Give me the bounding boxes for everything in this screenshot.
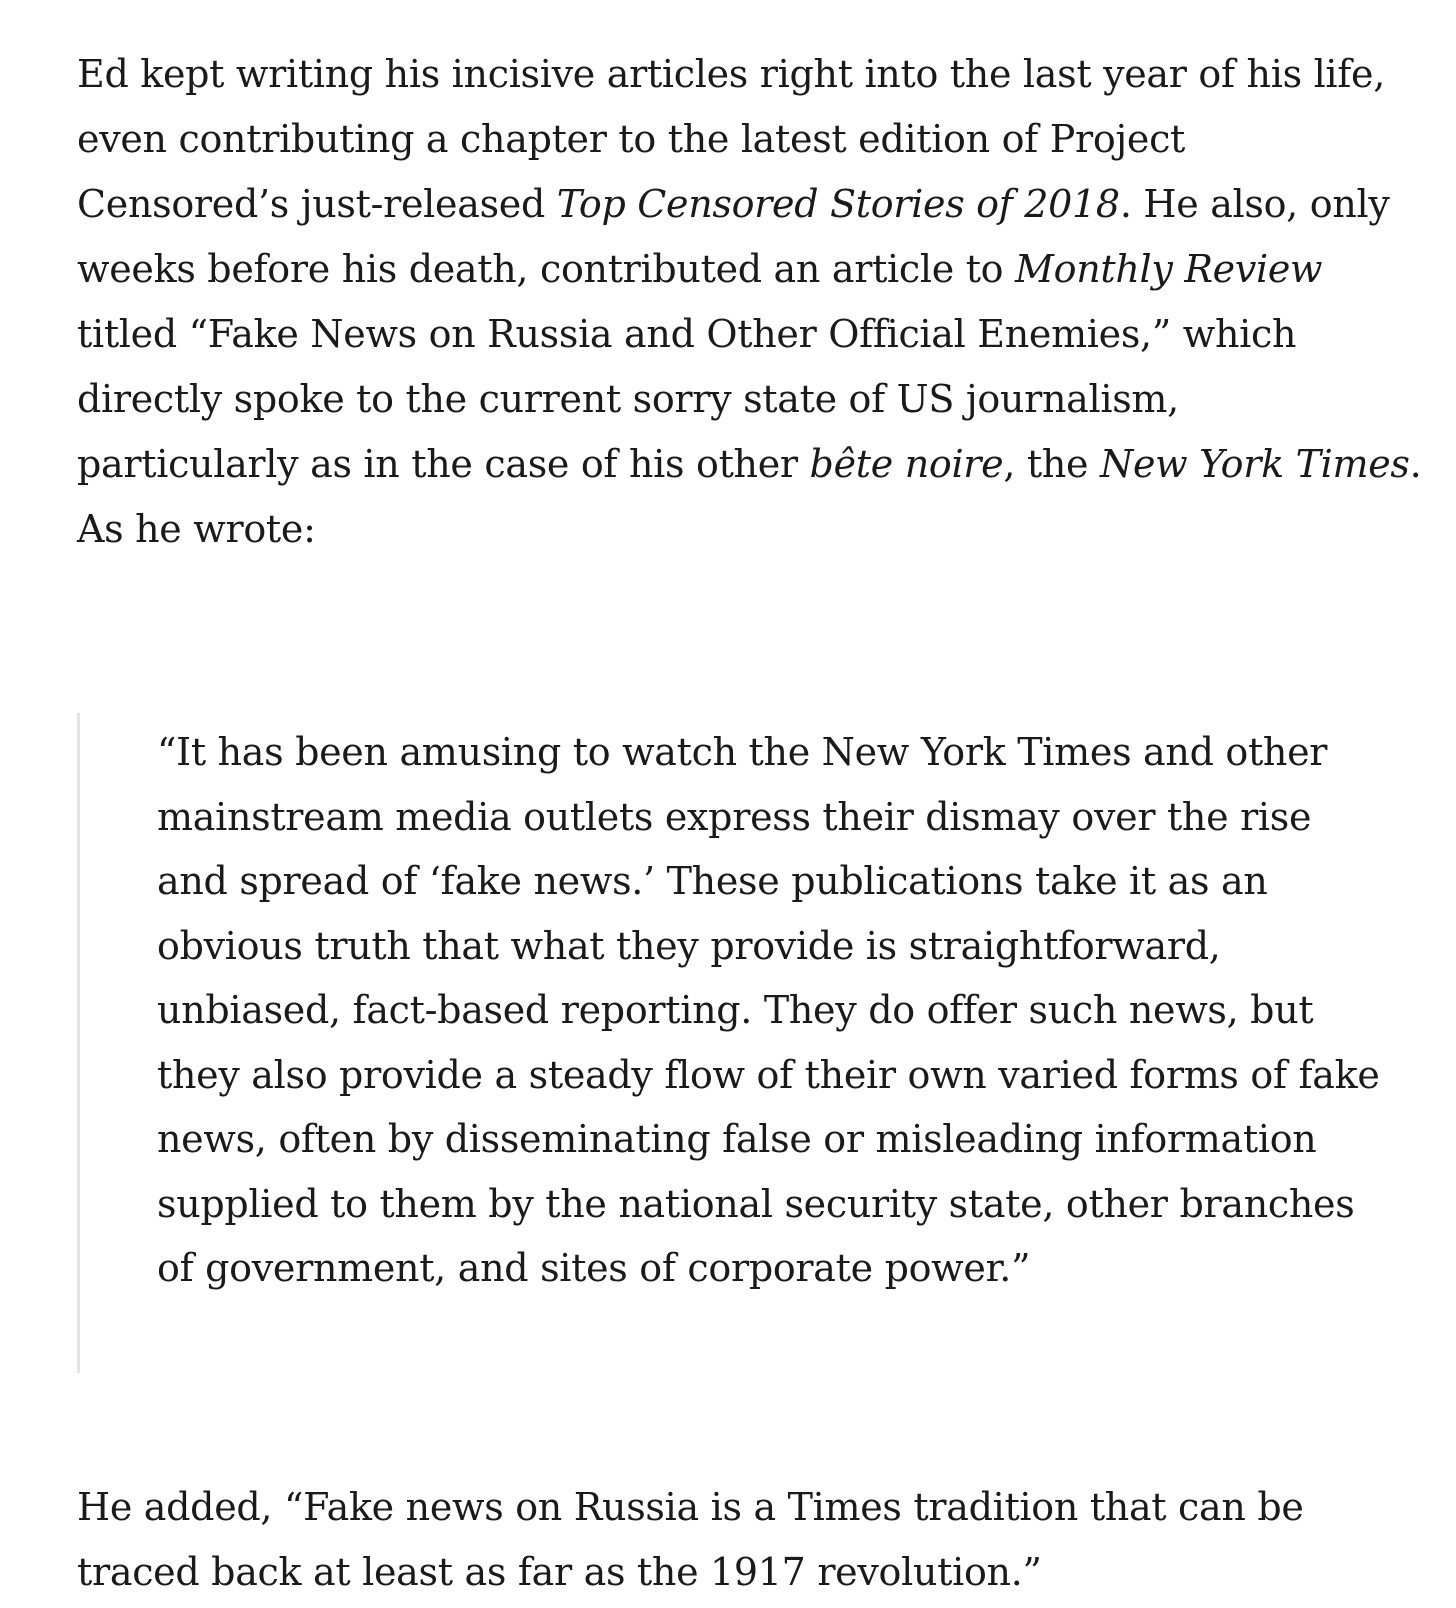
quote-line: and spread of ‘fake news.’ These publications take it as an bbox=[157, 859, 1268, 903]
intro-line-6: directly spoke to the current sorry state of US journalism, bbox=[77, 377, 1179, 421]
quote-line: of government, and sites of corporate power.” bbox=[157, 1246, 1031, 1290]
intro-line-8: As he wrote: bbox=[77, 507, 316, 551]
intro-line-1: Ed kept writing his incisive articles right into the last year of his life, bbox=[77, 52, 1386, 96]
quote-line: obvious truth that what they provide is straightforward, bbox=[157, 923, 1221, 968]
quote-line: “It has been amusing to watch the New York Times and other bbox=[157, 730, 1328, 774]
closing-line-1: He added, “Fake news on Russia is a Times tradition that can be bbox=[77, 1485, 1304, 1529]
intro-line-5: titled “Fake News on Russia and Other Official Enemies,” which bbox=[77, 312, 1297, 356]
quote-line: news, often by disseminating false or misleading information bbox=[157, 1117, 1317, 1161]
quote-line: supplied to them by the national security state, other branches bbox=[157, 1181, 1355, 1226]
blockquote bbox=[77, 713, 1380, 1373]
quote-line: unbiased, fact-based reporting. They do offer such news, but bbox=[157, 988, 1314, 1032]
journal-title: Monthly Review bbox=[1015, 247, 1323, 291]
intro-line-7: particularly as in the case of his other bête noire, the New York Times. bbox=[77, 442, 1422, 486]
closing-paragraph bbox=[77, 1475, 1397, 1605]
intro-line-2: even contributing a chapter to the latest edition of Project bbox=[77, 117, 1186, 161]
intro-line-4: weeks before his death, contributed an article to Monthly Review bbox=[77, 247, 1323, 291]
newspaper-title: New York Times bbox=[1100, 442, 1410, 486]
quote-line: mainstream media outlets express their dismay over the rise bbox=[157, 794, 1312, 839]
intro-paragraph bbox=[77, 42, 1422, 562]
intro-line-3: Censored’s just-released Top Censored Stories of 2018. He also, only bbox=[77, 182, 1390, 226]
bete-noire-phrase: bête noire bbox=[809, 442, 1004, 486]
book-title: Top Censored Stories of 2018 bbox=[556, 182, 1120, 226]
quote-line: they also provide a steady flow of their own varied forms of fake bbox=[157, 1052, 1380, 1097]
quote-text bbox=[157, 720, 1380, 1301]
closing-line-2: traced back at least as far as the 1917 revolution.” bbox=[77, 1550, 1042, 1594]
